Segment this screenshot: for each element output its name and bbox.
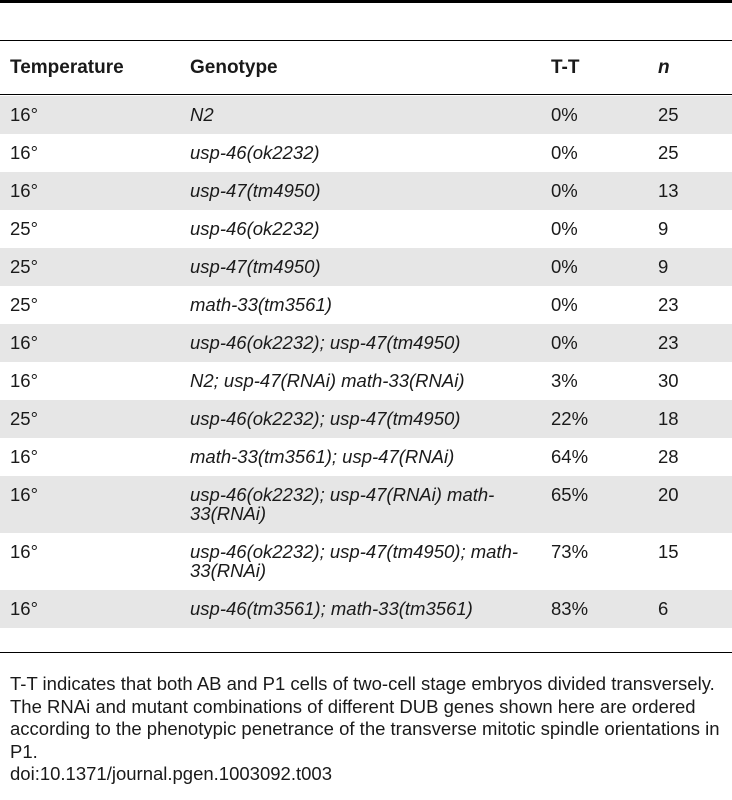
cell-tt: 73% xyxy=(551,541,589,562)
cell-n: 30 xyxy=(658,370,679,391)
footnote-text: T-T indicates that both AB and P1 cells of two-cell stage embryos divided transversely. The RNAi and mutant combinations of different DUB genes shown here are ordered according to the phenotypic penetrance of the transverse mitotic spindle orientations in P1. xyxy=(10,673,720,762)
table-row xyxy=(0,96,732,134)
table-row xyxy=(0,172,732,210)
cell-temperature: 16° xyxy=(10,484,38,505)
cell-genotype: usp-47(tm4950) xyxy=(190,256,321,277)
table-row xyxy=(0,286,732,324)
cell-tt: 83% xyxy=(551,598,589,619)
cell-genotype: N2 xyxy=(190,104,214,125)
cell-genotype: math-33(tm3561); usp-47(RNAi) xyxy=(190,446,455,467)
table-row xyxy=(0,210,732,248)
table-top-rule xyxy=(0,0,732,3)
cell-n: 15 xyxy=(658,541,679,562)
header-genotype: Genotype xyxy=(190,57,278,78)
table-header xyxy=(0,41,732,94)
cell-tt: 0% xyxy=(551,180,578,201)
cell-n: 25 xyxy=(658,142,679,163)
cell-n: 9 xyxy=(658,256,669,277)
cell-n: 13 xyxy=(658,180,679,201)
table-row xyxy=(0,362,732,400)
cell-tt: 0% xyxy=(551,294,578,315)
cell-n: 20 xyxy=(658,484,679,505)
cell-temperature: 16° xyxy=(10,332,38,353)
cell-genotype: usp-46(ok2232); usp-47(tm4950); math-33(RNAi) xyxy=(190,541,519,581)
cell-tt: 64% xyxy=(551,446,589,467)
cell-genotype: usp-46(ok2232) xyxy=(190,142,320,163)
cell-tt: 0% xyxy=(551,104,578,125)
cell-n: 6 xyxy=(658,598,669,619)
cell-tt: 0% xyxy=(551,332,578,353)
table-row xyxy=(0,134,732,172)
cell-genotype: N2; usp-47(RNAi) math-33(RNAi) xyxy=(190,370,465,391)
header-bottom-rule xyxy=(0,94,732,95)
table-row xyxy=(0,590,732,628)
cell-n: 23 xyxy=(658,294,679,315)
table-bottom-rule xyxy=(0,652,732,653)
table-row xyxy=(0,400,732,438)
cell-genotype: usp-46(ok2232); usp-47(RNAi) math-33(RNAi) xyxy=(190,484,495,524)
table-body xyxy=(0,96,732,628)
cell-temperature: 16° xyxy=(10,142,38,163)
cell-temperature: 25° xyxy=(10,294,38,315)
cell-genotype: usp-46(tm3561); math-33(tm3561) xyxy=(190,598,473,619)
header-tt: T-T xyxy=(551,57,580,78)
cell-genotype: usp-46(ok2232); usp-47(tm4950) xyxy=(190,332,461,353)
table-row xyxy=(0,533,732,590)
cell-temperature: 16° xyxy=(10,370,38,391)
cell-n: 23 xyxy=(658,332,679,353)
table-row xyxy=(0,438,732,476)
cell-genotype: usp-46(ok2232); usp-47(tm4950) xyxy=(190,408,461,429)
cell-temperature: 16° xyxy=(10,104,38,125)
cell-temperature: 16° xyxy=(10,598,38,619)
cell-genotype: math-33(tm3561) xyxy=(190,294,332,315)
cell-n: 18 xyxy=(658,408,679,429)
table-row xyxy=(0,476,732,533)
cell-genotype: usp-47(tm4950) xyxy=(190,180,321,201)
cell-tt: 3% xyxy=(551,370,578,391)
cell-tt: 65% xyxy=(551,484,589,505)
table-footnote xyxy=(10,673,730,786)
table-row xyxy=(0,324,732,362)
cell-tt: 0% xyxy=(551,256,578,277)
header-temperature: Temperature xyxy=(10,57,124,78)
cell-n: 9 xyxy=(658,218,669,239)
cell-tt: 0% xyxy=(551,218,578,239)
cell-tt: 0% xyxy=(551,142,578,163)
cell-temperature: 25° xyxy=(10,408,38,429)
cell-temperature: 16° xyxy=(10,180,38,201)
table-row xyxy=(0,248,732,286)
cell-n: 25 xyxy=(658,104,679,125)
cell-temperature: 25° xyxy=(10,218,38,239)
cell-tt: 22% xyxy=(551,408,589,429)
header-n: n xyxy=(658,57,670,78)
footnote-doi: doi:10.1371/journal.pgen.1003092.t003 xyxy=(10,763,332,784)
cell-n: 28 xyxy=(658,446,679,467)
cell-temperature: 25° xyxy=(10,256,38,277)
cell-temperature: 16° xyxy=(10,541,38,562)
cell-genotype: usp-46(ok2232) xyxy=(190,218,320,239)
cell-temperature: 16° xyxy=(10,446,38,467)
